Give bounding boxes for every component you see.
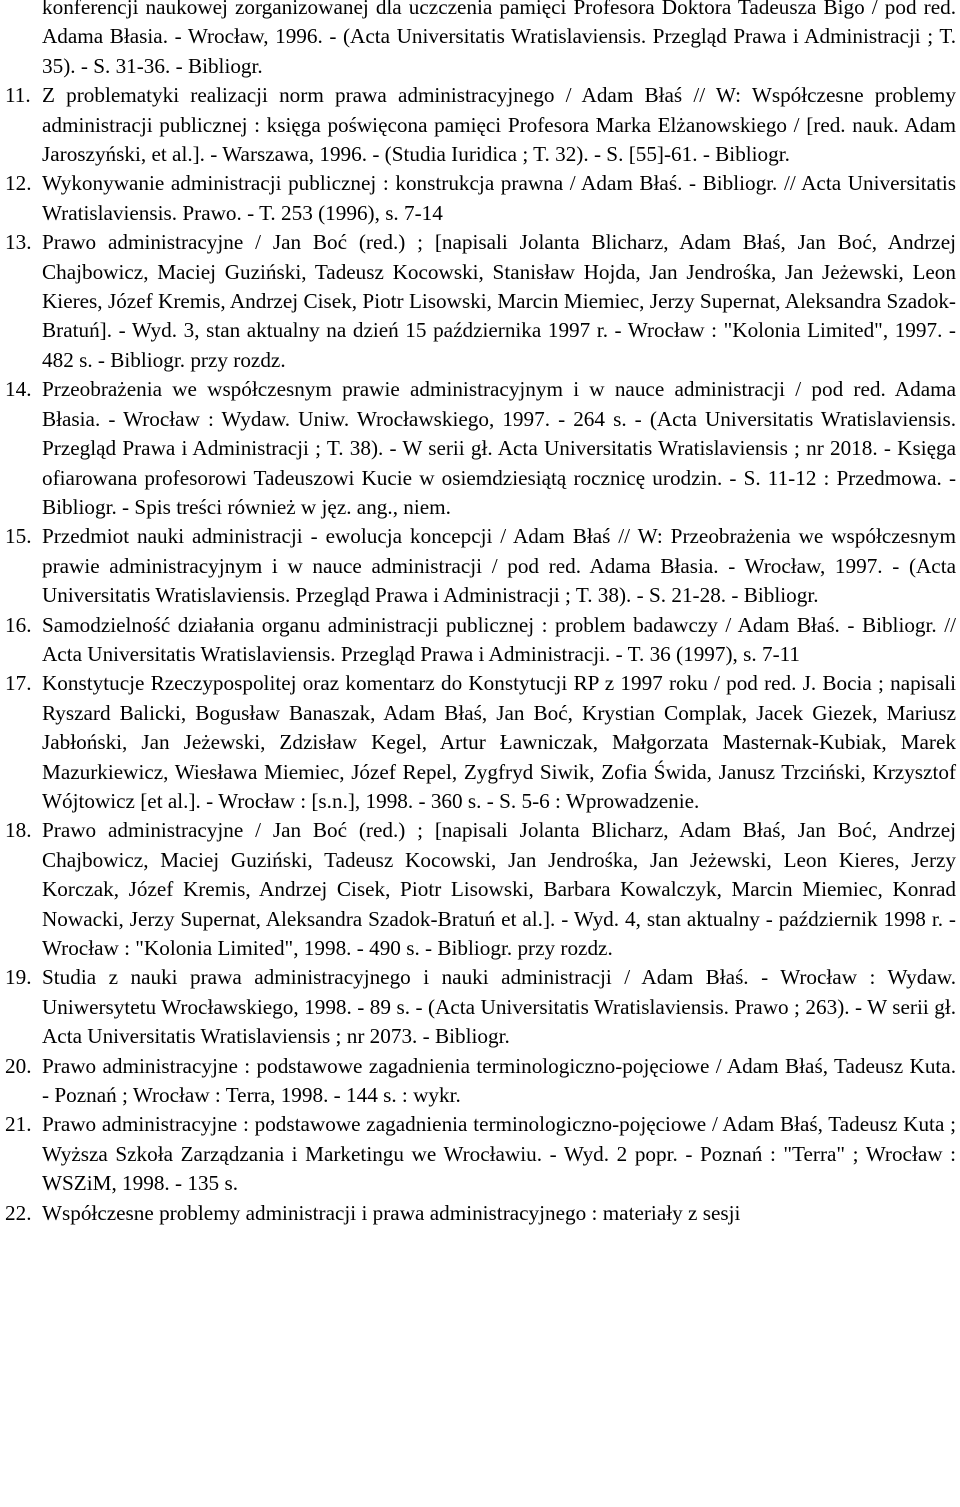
bibliography-entry: [0, 963, 960, 1051]
entry-number: 13.: [5, 230, 32, 255]
entry-number: 16.: [5, 612, 32, 637]
entry-number: 17.: [5, 671, 32, 696]
entry-text: Studia z nauki prawa administracyjnego i nauki administracji / Adam Błaś. - Wrocław : Wydaw. Uniwersytetu Wrocławskiego, 1998. - 89 s. - (Acta Universitatis Wratislaviensis. Prawo ; 263). - W serii gł. Acta Universitatis Wratislaviensis ; nr 2073. - Bibliogr.: [42, 965, 956, 1049]
bibliography-entry: [0, 228, 960, 375]
entry-text: Samodzielność działania organu administracji publicznej : problem badawczy / Adam Błaś. - Bibliogr. // Acta Universitatis Wratislaviensis. Przegląd Prawa i Administracji. - T. 36 (1997), s. 7-11: [42, 612, 956, 666]
entry-text: Prawo administracyjne : podstawowe zagadnienia terminologiczno-pojęciowe / Adam Błaś, Tadeusz Kuta ; Wyższa Szkoła Zarządzania i Marketingu we Wrocławiu. - Wyd. 2 popr. - Poznań : "Terra" ; Wrocław : WSZiM, 1998. - 135 s.: [42, 1112, 956, 1196]
entry-number: 14.: [5, 377, 32, 402]
bibliography-entry: [0, 816, 960, 963]
entry-number: 15.: [5, 524, 32, 549]
continued-entry-text: konferencji naukowej zorganizowanej dla uczczenia pamięci Profesora Doktora Tadeusza Bigo / pod red. Adama Błasia. - Wrocław, 1996. - (Acta Universitatis Wratislaviensis. Przegląd Prawa i Administracji ; T. 35). - S. 31-36. - Bibliogr.: [42, 0, 956, 78]
bibliography-entry: [0, 375, 960, 522]
entry-number: 22.: [5, 1200, 32, 1225]
entry-text: Prawo administracyjne : podstawowe zagadnienia terminologiczno-pojęciowe / Adam Błaś, Tadeusz Kuta. - Poznań ; Wrocław : Terra, 1998. - 144 s. : wykr.: [42, 1053, 956, 1108]
bibliography-entry: [0, 81, 960, 169]
entry-text: Prawo administracyjne / Jan Boć (red.) ; [napisali Jolanta Blicharz, Adam Błaś, Jan Boć, Andrzej Chajbowicz, Maciej Guziński, Tadeusz Kocowski, Jan Jendrośka, Jan Jeżewski, Leon Kieres, Jerzy Korczak, Józef Kremis, Andrzej Cisek, Piotr Lisowski, Barbara Kowalczyk, Marcin Miemiec, Konrad Nowacki, Jerzy Supernat, Aleksandra Szadok-Bratuń et al.]. - Wyd. 4, stan aktualny - październik 1998 r. - Wrocław : "Kolonia Limited", 1998. - 490 s. - Bibliogr. przy rozdz.: [42, 818, 956, 960]
entry-text: Współczesne problemy administracji i prawa administracyjnego : materiały z sesji: [42, 1200, 741, 1225]
entry-number: 20.: [5, 1053, 32, 1078]
entry-number: 18.: [5, 818, 32, 843]
entry-number: 19.: [5, 965, 32, 990]
bibliography-entry: [0, 1110, 960, 1198]
bibliography-entry: [0, 611, 960, 670]
entry-text: Przedmiot nauki administracji - ewolucja koncepcji / Adam Błaś // W: Przeobrażenia we współczesnym prawie administracyjnym i w nauce administracji / pod red. Adama Błasia. - Wrocław, 1997. - (Acta Universitatis Wratislaviensis. Przegląd Prawa i Administracji ; T. 38). - S. 21-28. - Bibliogr.: [42, 524, 956, 608]
entry-text: Przeobrażenia we współczesnym prawie administracyjnym i w nauce administracji / pod red. Adama Błasia. - Wrocław : Wydaw. Uniw. Wrocławskiego, 1997. - 264 s. - (Acta Universitatis Wratislaviensis. Przegląd Prawa i Administracji ; T. 38). - W serii gł. Acta Universitatis Wratislaviensis ; nr 2018. - Księga ofiarowana profesorowi Tadeuszowi Kucie w osiemdziesiątą rocznicę urodzin. - S. 11-12 : Przedmowa. - Bibliogr. - Spis treści również w jęz. ang., niem.: [42, 377, 956, 519]
entry-number: 21.: [5, 1112, 32, 1137]
bibliography-entry: [0, 1199, 960, 1228]
bibliography-entry: [0, 522, 960, 610]
entry-number: 11.: [5, 83, 31, 108]
entry-text: Konstytucje Rzeczypospolitej oraz komentarz do Konstytucji RP z 1997 roku / pod red. J. Bocia ; napisali Ryszard Balicki, Bogusław Banaszak, Adam Błaś, Jan Boć, Krystian Complak, Jacek Giezek, Mariusz Jabłoński, Jan Jeżewski, Zdzisław Kegel, Artur Ławniczak, Małgorzata Masternak-Kubiak, Marek Mazurkiewicz, Wiesława Miemiec, Józef Repel, Zygfryd Siwik, Zofia Świda, Janusz Trzciński, Krzysztof Wójtowicz [et al.]. - Wrocław : [s.n.], 1998. - 360 s. - S. 5-6 : Wprowadzenie.: [42, 671, 956, 813]
entry-text: Wykonywanie administracji publicznej : konstrukcja prawna / Adam Błaś. - Bibliogr. // Acta Universitatis Wratislaviensis. Prawo. - T. 253 (1996), s. 7-14: [42, 171, 956, 225]
bibliography-entry: [0, 1052, 960, 1111]
bibliography-entry: [0, 169, 960, 228]
entry-number: 12.: [5, 171, 32, 196]
entry-text: Prawo administracyjne / Jan Boć (red.) ; [napisali Jolanta Blicharz, Adam Błaś, Jan Boć, Andrzej Chajbowicz, Maciej Guziński, Tadeusz Kocowski, Stanisław Hojda, Jan Jendrośka, Jan Jeżewski, Leon Kieres, Józef Kremis, Andrzej Cisek, Piotr Lisowski, Marcin Miemiec, Jerzy Supernat, Aleksandra Szadok-Bratuń]. - Wyd. 3, stan aktualny na dzień 15 października 1997 r. - Wrocław : "Kolonia Limited", 1997. - 482 s. - Bibliogr. przy rozdz.: [42, 230, 956, 372]
bibliography-entry: [0, 669, 960, 816]
entry-text: Z problematyki realizacji norm prawa administracyjnego / Adam Błaś // W: Współczesne problemy administracji publicznej : księga poświęcona pamięci Profesora Marka Elżanowskiego / [red. nauk. Adam Jaroszyński, et al.]. - Warszawa, 1996. - (Studia Iuridica ; T. 32). - S. [55]-61. - Bibliogr.: [42, 83, 956, 167]
bibliography-list: [0, 81, 960, 1228]
